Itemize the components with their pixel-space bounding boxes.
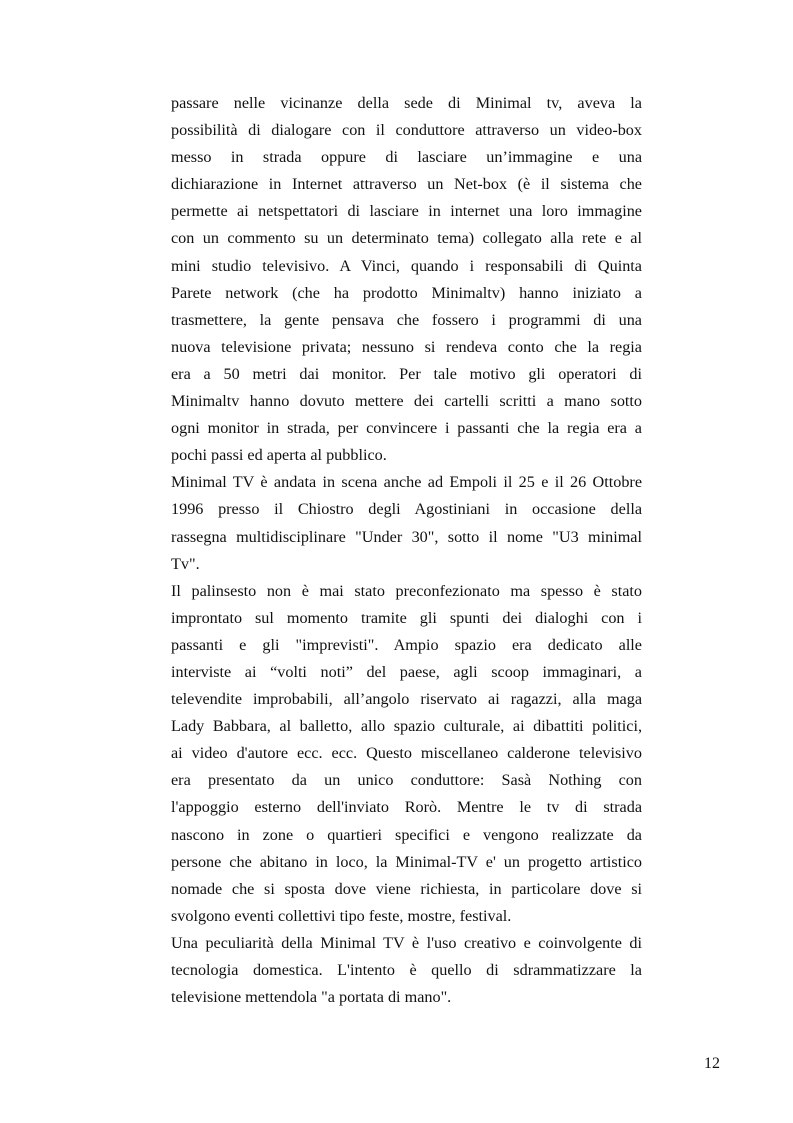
text-line: era a 50 metri dai monitor. Per tale motivo gli operatori di (171, 364, 642, 383)
text-line: possibilità di dialogare con il conduttore attraverso un video-box (171, 121, 642, 140)
text-line: persone che abitano in loco, la Minimal-TV e' un progetto artistico (171, 852, 642, 871)
text-line: Tv". (171, 554, 200, 573)
text-line: Lady Babbara, al balletto, allo spazio culturale, ai dibattiti politici, (171, 717, 642, 736)
text-line: rassegna multidisciplinare "Under 30", sotto il nome "U3 minimal (171, 527, 642, 546)
text-line: Una peculiarità della Minimal TV è l'uso creativo e coinvolgente di (171, 933, 642, 952)
text-line: ai video d'autore ecc. ecc. Questo miscellaneo calderone televisivo (171, 744, 642, 763)
text-line: svolgono eventi collettivi tipo feste, mostre, festival. (171, 906, 512, 925)
text-line: nuova televisione privata; nessuno si rendeva conto che la regia (171, 337, 642, 356)
text-line: televendite improbabili, all’angolo riservato ai ragazzi, alla maga (171, 690, 642, 709)
text-line: ogni monitor in strada, per convincere i passanti che la regia era a (171, 419, 642, 438)
page-number: 12 (704, 1055, 720, 1072)
text-line: con un commento su un determinato tema) collegato alla rete e al (171, 229, 642, 248)
text-line: tecnologia domestica. L'intento è quello di sdrammatizzare la (171, 961, 642, 979)
text-line: nomade che si sposta dove viene richiesta, in particolare dove si (171, 879, 642, 898)
text-line: l'appoggio esterno dell'inviato Rorò. Mentre le tv di strada (171, 798, 642, 817)
text-line: mini studio televisivo. A Vinci, quando i responsabili di Quinta (171, 256, 642, 275)
text-line: dichiarazione in Internet attraverso un Net-box (è il sistema che (171, 175, 642, 194)
text-line: nascono in zone o quartieri specifici e vengono realizzate da (171, 825, 642, 844)
text-line: era presentato da un unico conduttore: Sasà Nothing con (171, 771, 642, 790)
text-line: pochi passi ed aperta al pubblico. (171, 446, 387, 465)
text-line: trasmettere, la gente pensava che fossero i programmi di una (171, 310, 642, 329)
text-line: permette ai netspettatori di lasciare in internet una loro immagine (171, 202, 642, 221)
text-line: passare nelle vicinanze della sede di Minimal tv, aveva la (171, 94, 642, 112)
text-line: Il palinsesto non è mai stato preconfezionato ma spesso è stato (171, 581, 642, 600)
text-line: interviste ai “volti noti” del paese, agli scoop immaginari, a (171, 662, 642, 681)
text-line: Minimal TV è andata in scena anche ad Empoli il 25 e il 26 Ottobre (171, 473, 642, 492)
document-body (171, 90, 642, 1011)
text-line: improntato sul momento tramite gli spunti dei dialoghi con i (171, 608, 642, 627)
text-line: passanti e gli "imprevisti". Ampio spazio era dedicato alle (171, 635, 642, 654)
text-line: messo in strada oppure di lasciare un’immagine e una (171, 148, 642, 167)
text-line: Parete network (che ha prodotto Minimaltv) hanno iniziato a (171, 283, 642, 302)
text-line: Minimaltv hanno dovuto mettere dei cartelli scritti a mano sotto (171, 392, 642, 411)
text-line: 1996 presso il Chiostro degli Agostiniani in occasione della (171, 500, 642, 519)
text-line: televisione mettendola "a portata di mano". (171, 988, 452, 1007)
